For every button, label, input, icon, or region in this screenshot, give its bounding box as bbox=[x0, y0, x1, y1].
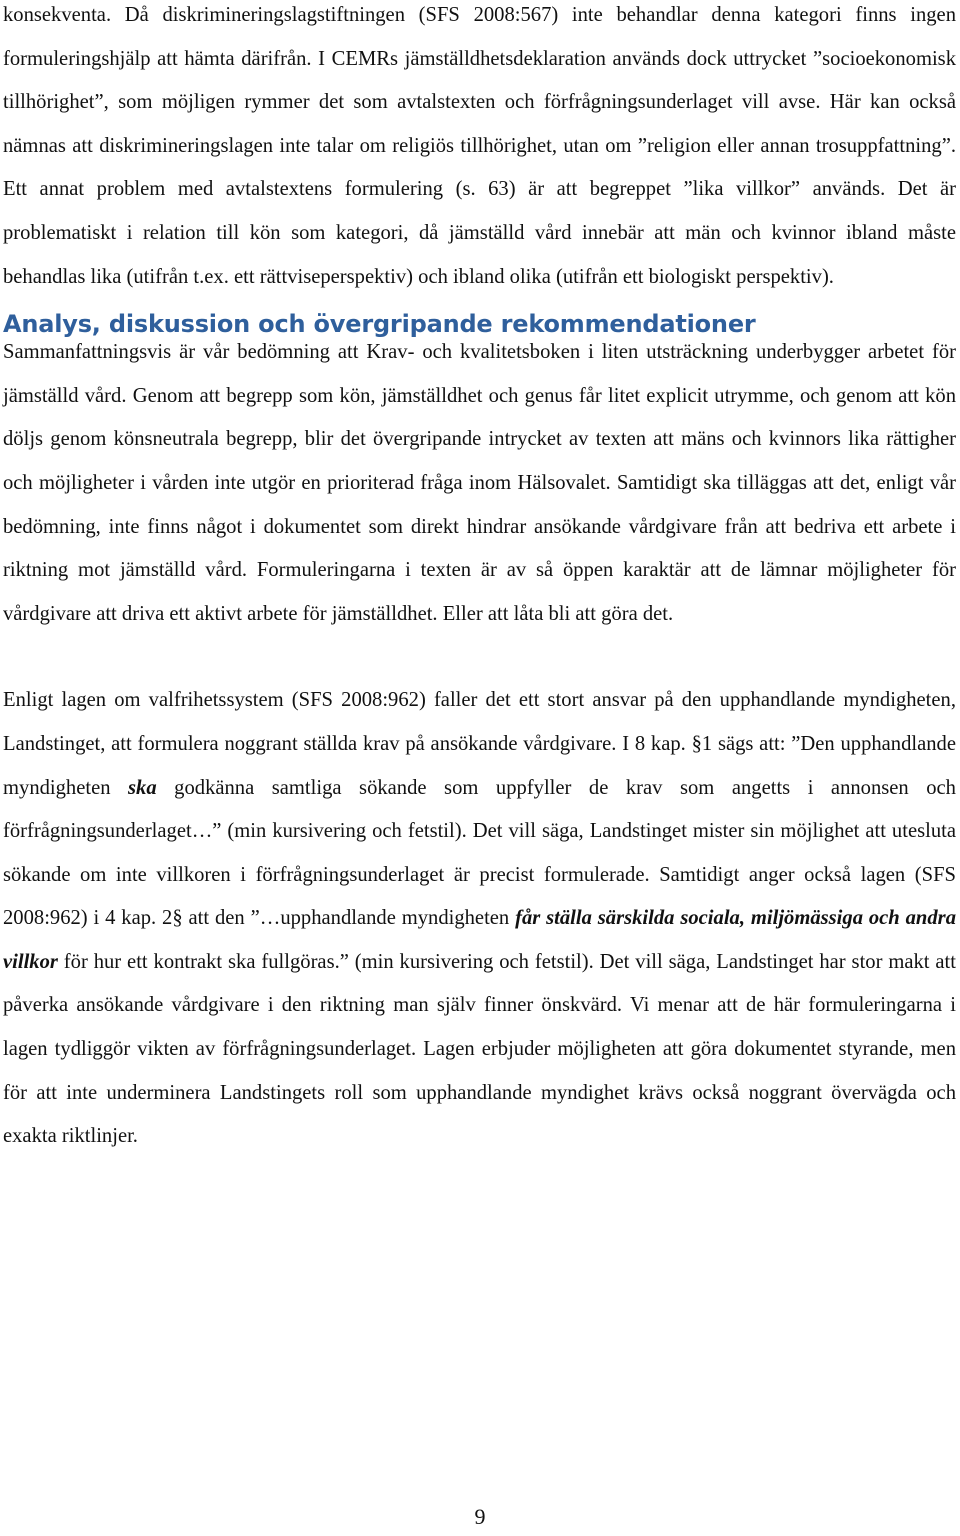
paragraph-law-text-1: Enligt lagen om valfrihetssystem (SFS 2008:962) faller det ett stort ansvar på den upphandlande myndigheten, Landstinget, att formulera noggrant ställda krav på ansökande vårdgivare. I 8 kap. §1 sägs att: ”Den upphandlande myndigheten bbox=[3, 689, 956, 799]
paragraph-intro: konsekventa. Då diskrimineringslagstiftningen (SFS 2008:567) inte behandlar denna kategori finns ingen formuleringshjälp att hämta därifrån. I CEMRs jämställdhetsdeklaration används dock uttrycket ”socioekonomisk tillhörighet”, som möjligen rymmer det som avtalstexten och förfrågningsunderlaget vill avse. Här kan också nämnas att diskrimineringslagen inte talar om religiös tillhörighet, utan om ”religion eller annan trosuppfattning”. Ett annat problem med avtalstextens formulering (s. 63) är att begreppet ”lika villkor” används. Det är problematiskt i relation till kön som kategori, då jämställd vård innebär att män och kvinnor ibland måste behandlas lika (utifrån t.ex. ett rättviseperspektiv) och ibland olika (utifrån ett biologiskt perspektiv). bbox=[3, 4, 956, 288]
paragraph-summary: Sammanfattningsvis är vår bedömning att Krav- och kvalitetsboken i liten utsträckning underbygger arbetet för jämställd vård. Genom att begrepp som kön, jämställdhet och genus får litet explicit utrymme, och genom att kön döljs genom könsneutrala begrepp, blir det övergripande intrycket av texten att mäns och kvinnors lika rättigher och möjligheter i vården inte utgör en prioriterad fråga inom Hälsovalet. Samtidigt ska tilläggas att det, enligt vår bedömning, inte finns något i dokumentet som direkt hindrar ansökande vårdgivare från att bedriva ett arbete i riktning mot jämställd vård. Formuleringarna i texten är av så öppen karaktär att de lämnar möjligheter för vårdgivare att driva ett aktivt arbete för jämställdhet. Eller att låta bli att göra det. bbox=[3, 341, 956, 625]
emphasis-ska: ska bbox=[128, 776, 157, 799]
paragraph-law-text-2: godkänna samtliga sökande som uppfyller de krav som angetts i annonsen och förfrågningsunderlaget…” (min kursivering och fetstil). Det vill säga, Landstinget mister sin möjlighet att utesluta sökande om inte villkoren i förfrågningsunderlaget är precist formulerade. Samtidigt anger också lagen (SFS 2008:962) i 4 kap. 2§ att den ”…upphandlande myndigheten bbox=[3, 776, 956, 930]
emphasis-villkor: får ställa särskilda sociala, miljömässiga och andra villkor bbox=[3, 907, 956, 973]
page-number: 9 bbox=[474, 1504, 486, 1529]
section-heading: Analys, diskussion och övergripande rekommendationer bbox=[3, 310, 756, 339]
paragraph-law bbox=[3, 679, 956, 1159]
paragraph-law-text-3: för hur ett kontrakt ska fullgöras.” (min kursivering och fetstil). Det vill säga, Landstinget har stor makt att påverka ansökande vårdgivare i den riktning man själv finner önskvärd. Vi menar att de här formuleringarna i lagen tydliggör vikten av förfrågningsunderlaget. Lagen erbjuder möjligheten att göra dokumentet styrande, men för att inte underminera Landstingets roll som upphandlande myndighet krävs också noggrant övervägda och exakta riktlinjer. bbox=[3, 950, 956, 1148]
